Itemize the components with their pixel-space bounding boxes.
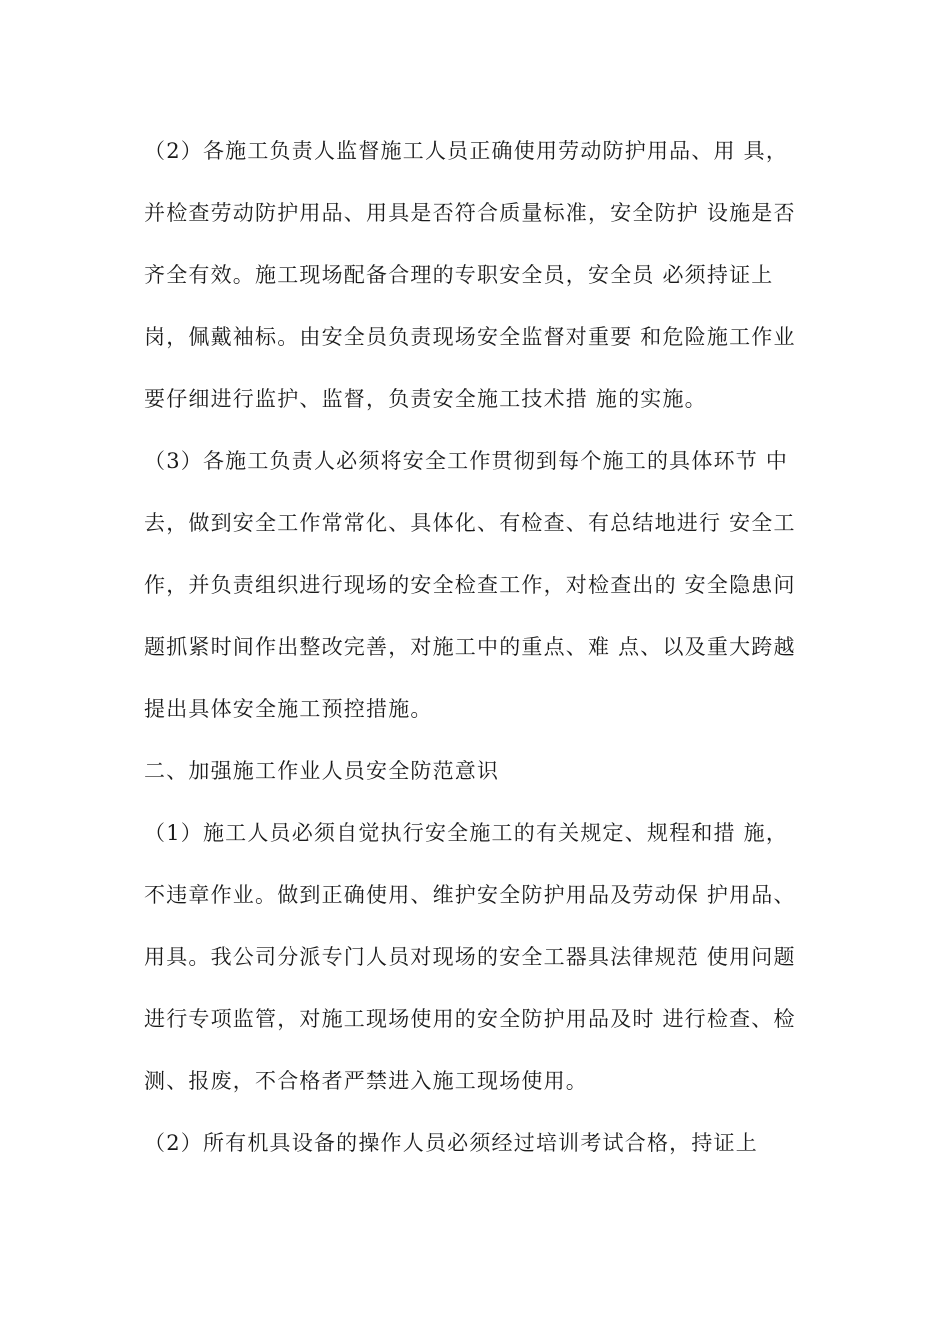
text-line: （2）各施工负责人监督施工人员正确使用劳动防护用品、用 具， [144,139,789,163]
text-line: 提出具体安全施工预控措施。 [144,697,433,721]
text-line: 去，做到安全工作常常化、具体化、有检查、有总结地进行 安全工 [144,511,796,535]
text-line: （3）各施工负责人必须将安全工作贯彻到每个施工的具体环节 中 [144,449,789,473]
text-line: （2）所有机具设备的操作人员必须经过培训考试合格，持证上 [144,1131,758,1155]
text-line: 测、报废，不合格者严禁进入施工现场使用。 [144,1069,588,1093]
text-line: （1）施工人员必须自觉执行安全施工的有关规定、规程和措 施， [144,821,789,845]
text-line: 题抓紧时间作出整改完善，对施工中的重点、难 点、以及重大跨越 [144,635,796,659]
text-line: 不违章作业。做到正确使用、维护安全防护用品及劳动保 护用品、 [144,883,796,907]
text-line: 用具。我公司分派专门人员对现场的安全工器具法律规范 使用问题 [144,945,796,969]
text-line: 进行专项监管，对施工现场使用的安全防护用品及时 进行检查、检 [144,1007,796,1031]
text-line: 岗，佩戴袖标。由安全员负责现场安全监督对重要 和危险施工作业 [144,325,796,349]
text-line: 要仔细进行监护、监督，负责安全施工技术措 施的实施。 [144,387,707,411]
text-line: 齐全有效。施工现场配备合理的专职安全员，安全员 必须持证上 [144,263,774,287]
section-heading: 二、加强施工作业人员安全防范意识 [144,759,500,783]
text-line: 作，并负责组织进行现场的安全检查工作，对检查出的 安全隐患问 [144,573,796,597]
text-line: 并检查劳动防护用品、用具是否符合质量标准，安全防护 设施是否 [144,201,796,225]
